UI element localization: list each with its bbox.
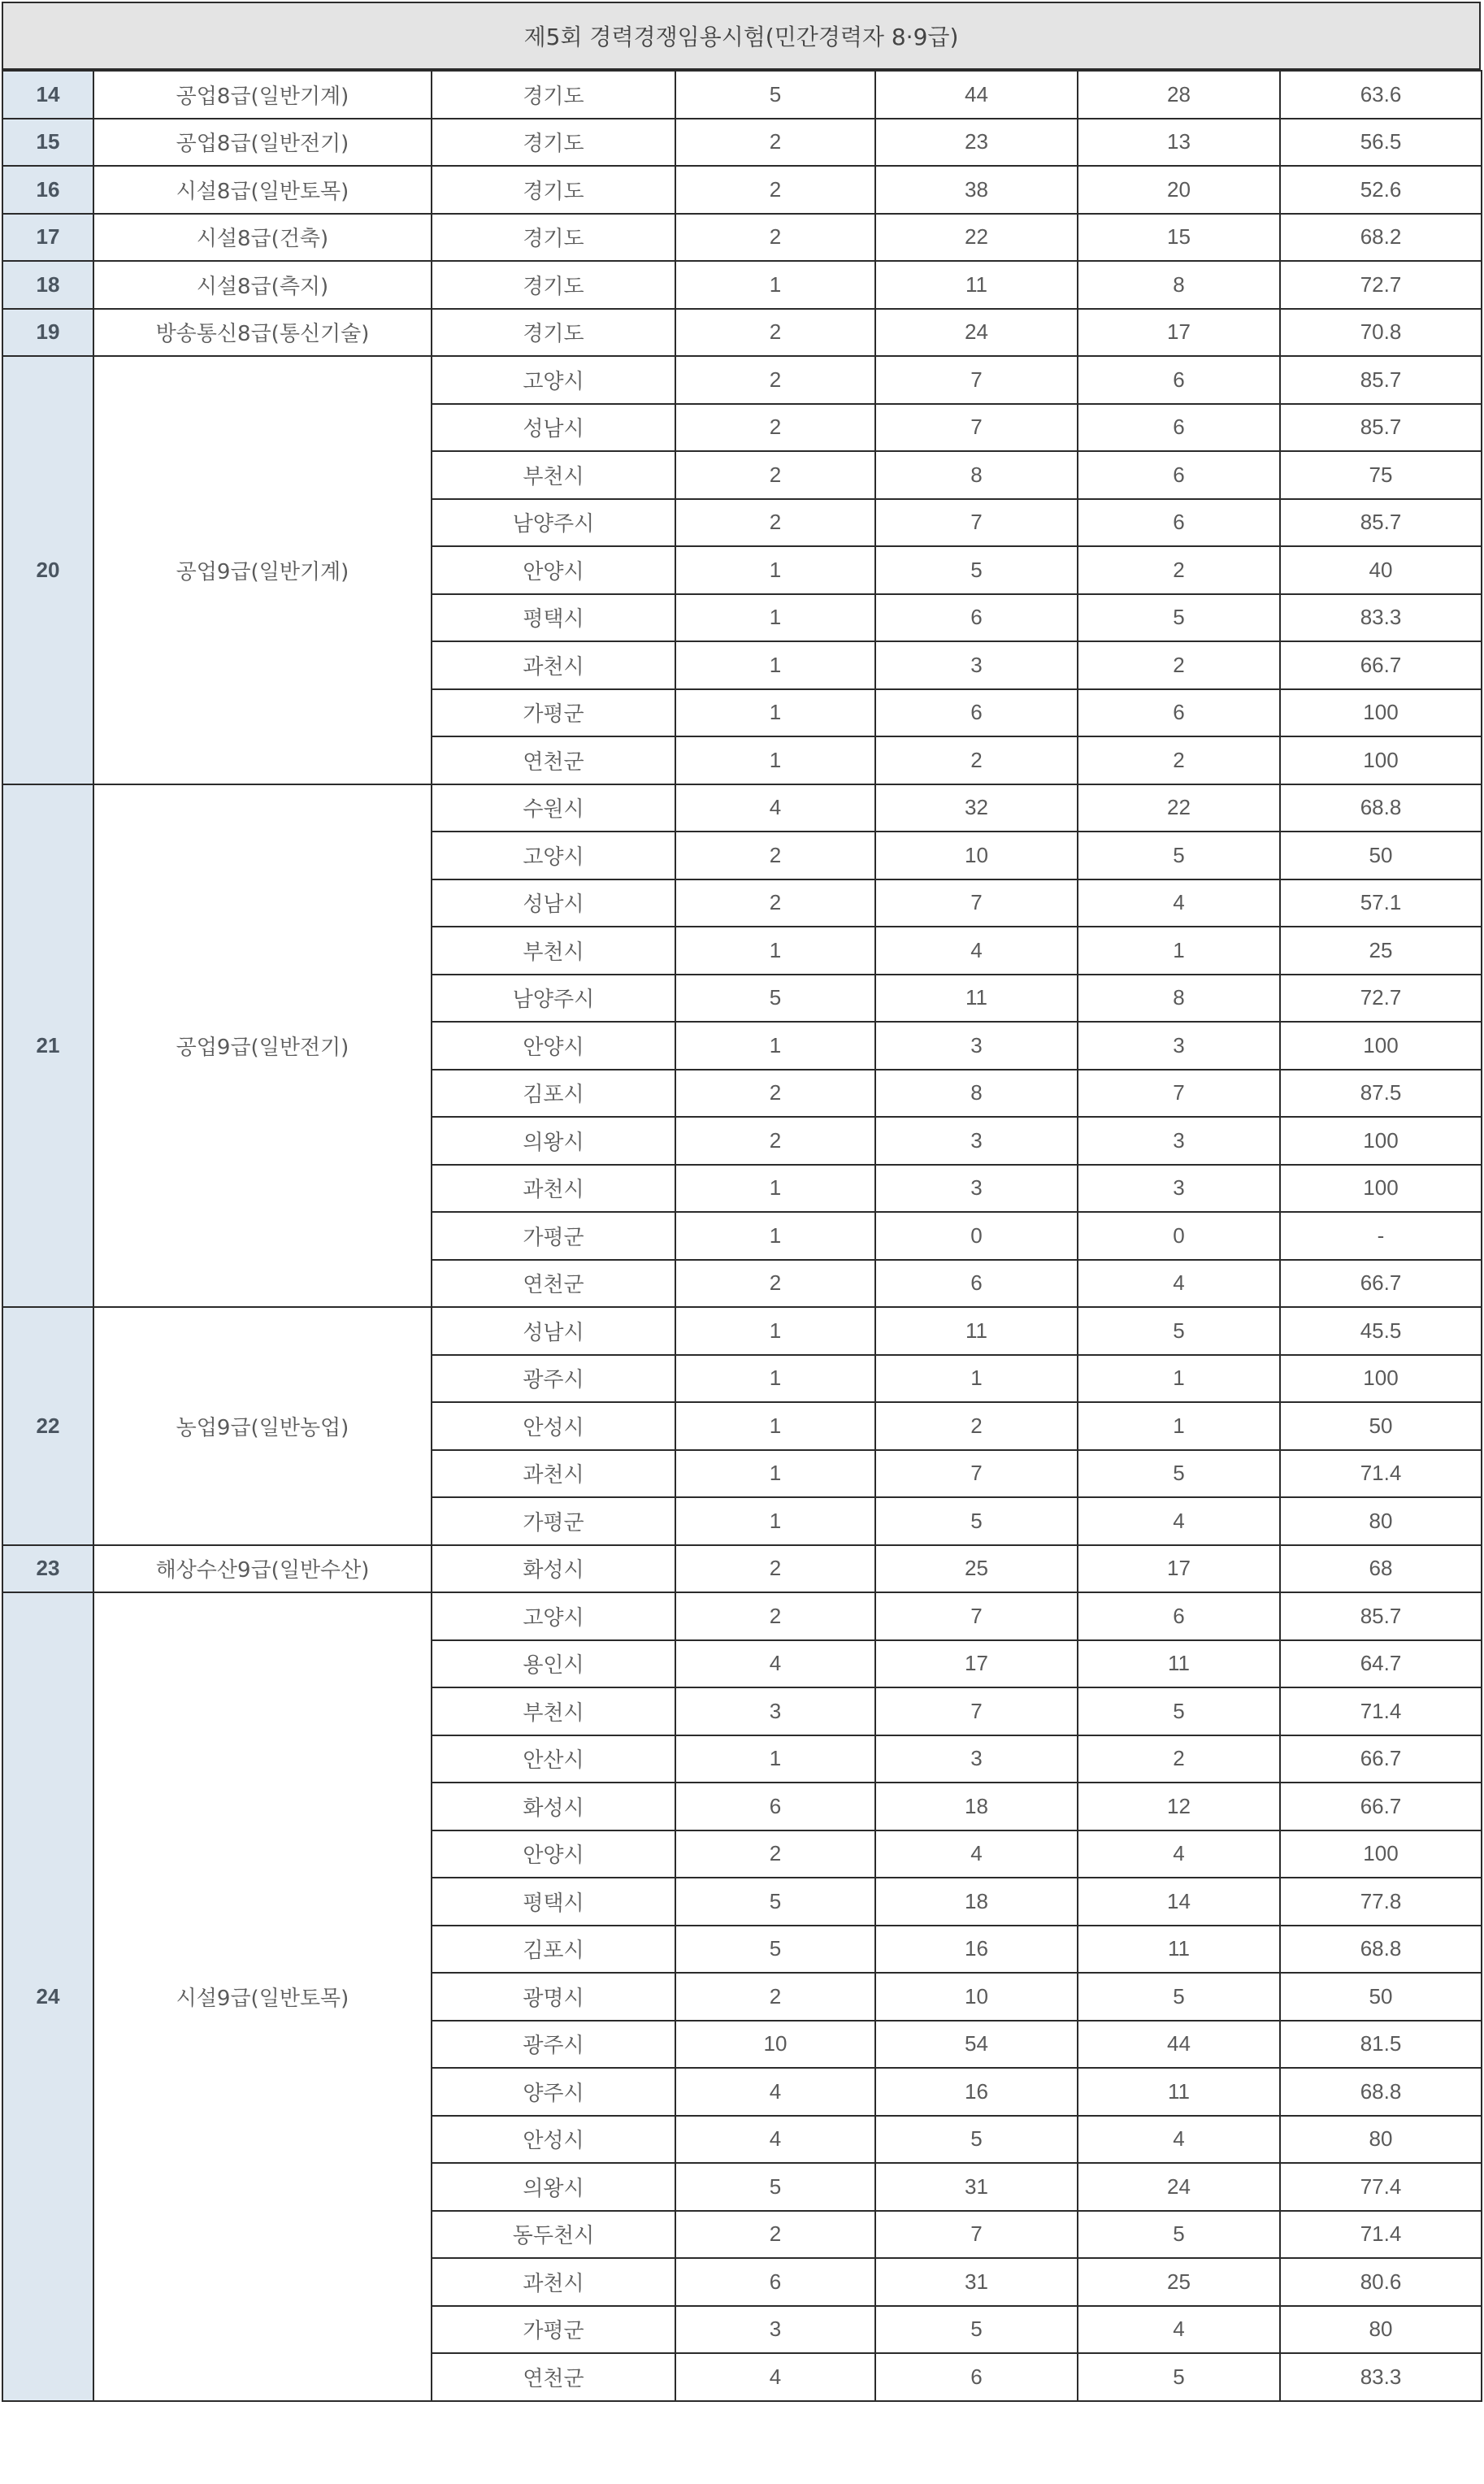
value-cell-c2: 4 xyxy=(875,927,1078,975)
table-row xyxy=(2,309,1482,357)
value-cell-c4: 68.8 xyxy=(1280,1926,1482,1974)
job-category-cell: 해상수산9급(일반수산) xyxy=(93,1545,432,1593)
value-cell-c4: 75 xyxy=(1280,451,1482,499)
value-cell-c3: 1 xyxy=(1078,1402,1280,1450)
value-cell-c3: 4 xyxy=(1078,2116,1280,2164)
value-cell-c2: 3 xyxy=(875,1022,1078,1070)
value-cell-c2: 11 xyxy=(875,261,1078,309)
region-cell: 성남시 xyxy=(432,879,675,927)
table-row xyxy=(2,166,1482,214)
job-category-cell: 시설8급(일반토목) xyxy=(93,166,432,214)
value-cell-c2: 7 xyxy=(875,2211,1078,2259)
region-cell: 양주시 xyxy=(432,2068,675,2116)
value-cell-c2: 4 xyxy=(875,1830,1078,1878)
value-cell-c1: 4 xyxy=(675,2116,875,2164)
value-cell-c4: 66.7 xyxy=(1280,1260,1482,1308)
value-cell-c2: 31 xyxy=(875,2163,1078,2211)
value-cell-c4: 85.7 xyxy=(1280,356,1482,404)
table-row xyxy=(2,1307,1482,1355)
value-cell-c2: 7 xyxy=(875,879,1078,927)
value-cell-c3: 7 xyxy=(1078,1070,1280,1118)
value-cell-c2: 31 xyxy=(875,2258,1078,2306)
value-cell-c3: 44 xyxy=(1078,2021,1280,2069)
value-cell-c4: 100 xyxy=(1280,1830,1482,1878)
value-cell-c2: 3 xyxy=(875,1165,1078,1213)
region-cell: 경기도 xyxy=(432,309,675,357)
value-cell-c2: 5 xyxy=(875,2116,1078,2164)
value-cell-c3: 5 xyxy=(1078,1450,1280,1498)
value-cell-c4: 100 xyxy=(1280,1165,1482,1213)
value-cell-c4: 68.8 xyxy=(1280,2068,1482,2116)
value-cell-c4: 100 xyxy=(1280,689,1482,737)
value-cell-c2: 25 xyxy=(875,1545,1078,1593)
region-cell: 가평군 xyxy=(432,2306,675,2354)
value-cell-c4: 70.8 xyxy=(1280,309,1482,357)
value-cell-c3: 0 xyxy=(1078,1212,1280,1260)
value-cell-c1: 1 xyxy=(675,1165,875,1213)
job-category-cell: 공업9급(일반전기) xyxy=(93,784,432,1308)
region-cell: 경기도 xyxy=(432,166,675,214)
region-cell: 광주시 xyxy=(432,2021,675,2069)
value-cell-c3: 4 xyxy=(1078,1830,1280,1878)
region-cell: 성남시 xyxy=(432,404,675,452)
row-number-cell: 22 xyxy=(2,1307,93,1545)
value-cell-c3: 4 xyxy=(1078,1260,1280,1308)
value-cell-c3: 6 xyxy=(1078,1592,1280,1640)
value-cell-c4: 68.2 xyxy=(1280,214,1482,262)
value-cell-c1: 5 xyxy=(675,71,875,119)
value-cell-c3: 11 xyxy=(1078,2068,1280,2116)
value-cell-c4: 100 xyxy=(1280,736,1482,784)
value-cell-c4: 77.4 xyxy=(1280,2163,1482,2211)
region-cell: 용인시 xyxy=(432,1640,675,1688)
row-number-cell: 18 xyxy=(2,261,93,309)
region-cell: 고양시 xyxy=(432,832,675,879)
value-cell-c3: 5 xyxy=(1078,1973,1280,2021)
region-cell: 부천시 xyxy=(432,451,675,499)
value-cell-c4: 72.7 xyxy=(1280,975,1482,1023)
region-cell: 부천시 xyxy=(432,927,675,975)
value-cell-c2: 16 xyxy=(875,2068,1078,2116)
region-cell: 연천군 xyxy=(432,2353,675,2401)
value-cell-c2: 2 xyxy=(875,1402,1078,1450)
region-cell: 고양시 xyxy=(432,1592,675,1640)
value-cell-c3: 4 xyxy=(1078,2306,1280,2354)
value-cell-c4: 85.7 xyxy=(1280,499,1482,547)
region-cell: 안양시 xyxy=(432,1022,675,1070)
value-cell-c1: 2 xyxy=(675,2211,875,2259)
region-cell: 광명시 xyxy=(432,1973,675,2021)
value-cell-c4: 56.5 xyxy=(1280,119,1482,167)
value-cell-c2: 6 xyxy=(875,2353,1078,2401)
value-cell-c1: 1 xyxy=(675,261,875,309)
value-cell-c1: 1 xyxy=(675,546,875,594)
value-cell-c1: 1 xyxy=(675,1497,875,1545)
value-cell-c2: 7 xyxy=(875,1592,1078,1640)
value-cell-c2: 11 xyxy=(875,975,1078,1023)
job-category-cell: 공업9급(일반기계) xyxy=(93,356,432,784)
value-cell-c4: 63.6 xyxy=(1280,71,1482,119)
value-cell-c2: 5 xyxy=(875,546,1078,594)
value-cell-c2: 23 xyxy=(875,119,1078,167)
value-cell-c3: 5 xyxy=(1078,1307,1280,1355)
region-cell: 안성시 xyxy=(432,2116,675,2164)
region-cell: 과천시 xyxy=(432,641,675,689)
value-cell-c2: 10 xyxy=(875,1973,1078,2021)
value-cell-c3: 2 xyxy=(1078,736,1280,784)
value-cell-c2: 22 xyxy=(875,214,1078,262)
value-cell-c4: 100 xyxy=(1280,1117,1482,1165)
value-cell-c3: 14 xyxy=(1078,1878,1280,1926)
value-cell-c4: 66.7 xyxy=(1280,1783,1482,1830)
value-cell-c3: 6 xyxy=(1078,689,1280,737)
region-cell: 의왕시 xyxy=(432,2163,675,2211)
value-cell-c1: 5 xyxy=(675,975,875,1023)
region-cell: 가평군 xyxy=(432,1212,675,1260)
value-cell-c1: 2 xyxy=(675,1592,875,1640)
value-cell-c1: 4 xyxy=(675,784,875,832)
region-cell: 경기도 xyxy=(432,214,675,262)
value-cell-c4: 45.5 xyxy=(1280,1307,1482,1355)
value-cell-c1: 2 xyxy=(675,404,875,452)
job-category-cell: 공업8급(일반기계) xyxy=(93,71,432,119)
region-cell: 경기도 xyxy=(432,261,675,309)
table-row xyxy=(2,1545,1482,1593)
value-cell-c1: 1 xyxy=(675,1355,875,1403)
value-cell-c4: 85.7 xyxy=(1280,1592,1482,1640)
value-cell-c1: 2 xyxy=(675,214,875,262)
value-cell-c1: 1 xyxy=(675,689,875,737)
region-cell: 연천군 xyxy=(432,736,675,784)
job-category-cell: 시설8급(측지) xyxy=(93,261,432,309)
region-cell: 경기도 xyxy=(432,71,675,119)
value-cell-c2: 7 xyxy=(875,404,1078,452)
value-cell-c4: 71.4 xyxy=(1280,1687,1482,1735)
value-cell-c2: 16 xyxy=(875,1926,1078,1974)
value-cell-c3: 6 xyxy=(1078,499,1280,547)
value-cell-c3: 22 xyxy=(1078,784,1280,832)
value-cell-c1: 2 xyxy=(675,166,875,214)
row-number-cell: 16 xyxy=(2,166,93,214)
region-cell: 성남시 xyxy=(432,1307,675,1355)
value-cell-c2: 54 xyxy=(875,2021,1078,2069)
value-cell-c3: 6 xyxy=(1078,356,1280,404)
row-number-cell: 19 xyxy=(2,309,93,357)
value-cell-c1: 2 xyxy=(675,1260,875,1308)
table-title: 제5회 경력경쟁임용시험(민간경력자 8·9급) xyxy=(2,2,1481,70)
value-cell-c2: 0 xyxy=(875,1212,1078,1260)
row-number-cell: 15 xyxy=(2,119,93,167)
region-cell: 부천시 xyxy=(432,1687,675,1735)
value-cell-c2: 8 xyxy=(875,1070,1078,1118)
job-category-cell: 공업8급(일반전기) xyxy=(93,119,432,167)
value-cell-c3: 17 xyxy=(1078,309,1280,357)
value-cell-c4: 40 xyxy=(1280,546,1482,594)
value-cell-c4: 85.7 xyxy=(1280,404,1482,452)
value-cell-c4: 83.3 xyxy=(1280,2353,1482,2401)
value-cell-c1: 5 xyxy=(675,1926,875,1974)
value-cell-c3: 13 xyxy=(1078,119,1280,167)
value-cell-c2: 7 xyxy=(875,1687,1078,1735)
value-cell-c1: 4 xyxy=(675,1640,875,1688)
region-cell: 김포시 xyxy=(432,1070,675,1118)
value-cell-c1: 1 xyxy=(675,1735,875,1783)
row-number-cell: 14 xyxy=(2,71,93,119)
job-category-cell: 방송통신8급(통신기술) xyxy=(93,309,432,357)
value-cell-c2: 38 xyxy=(875,166,1078,214)
value-cell-c4: 80 xyxy=(1280,1497,1482,1545)
value-cell-c3: 5 xyxy=(1078,2353,1280,2401)
value-cell-c1: 2 xyxy=(675,119,875,167)
value-cell-c1: 2 xyxy=(675,1973,875,2021)
table-row xyxy=(2,1592,1482,1640)
value-cell-c4: 83.3 xyxy=(1280,594,1482,642)
value-cell-c3: 12 xyxy=(1078,1783,1280,1830)
value-cell-c1: 2 xyxy=(675,832,875,879)
value-cell-c4: - xyxy=(1280,1212,1482,1260)
region-cell: 과천시 xyxy=(432,2258,675,2306)
row-number-cell: 21 xyxy=(2,784,93,1308)
value-cell-c3: 8 xyxy=(1078,261,1280,309)
table-row xyxy=(2,356,1482,404)
value-cell-c2: 2 xyxy=(875,736,1078,784)
value-cell-c3: 2 xyxy=(1078,546,1280,594)
value-cell-c1: 1 xyxy=(675,1402,875,1450)
table-row xyxy=(2,784,1482,832)
value-cell-c2: 5 xyxy=(875,1497,1078,1545)
value-cell-c1: 6 xyxy=(675,2258,875,2306)
value-cell-c4: 68.8 xyxy=(1280,784,1482,832)
value-cell-c2: 7 xyxy=(875,1450,1078,1498)
value-cell-c4: 77.8 xyxy=(1280,1878,1482,1926)
region-cell: 화성시 xyxy=(432,1783,675,1830)
value-cell-c3: 3 xyxy=(1078,1165,1280,1213)
value-cell-c3: 20 xyxy=(1078,166,1280,214)
value-cell-c2: 6 xyxy=(875,689,1078,737)
region-cell: 평택시 xyxy=(432,594,675,642)
value-cell-c1: 2 xyxy=(675,1117,875,1165)
region-cell: 연천군 xyxy=(432,1260,675,1308)
value-cell-c2: 3 xyxy=(875,641,1078,689)
value-cell-c3: 3 xyxy=(1078,1117,1280,1165)
value-cell-c4: 80 xyxy=(1280,2306,1482,2354)
job-category-cell: 시설9급(일반토목) xyxy=(93,1592,432,2401)
region-cell: 안성시 xyxy=(432,1402,675,1450)
value-cell-c1: 5 xyxy=(675,2163,875,2211)
value-cell-c2: 7 xyxy=(875,499,1078,547)
region-cell: 가평군 xyxy=(432,1497,675,1545)
region-cell: 수원시 xyxy=(432,784,675,832)
region-cell: 과천시 xyxy=(432,1450,675,1498)
value-cell-c4: 80 xyxy=(1280,2116,1482,2164)
region-cell: 안양시 xyxy=(432,546,675,594)
region-cell: 김포시 xyxy=(432,1926,675,1974)
value-cell-c4: 71.4 xyxy=(1280,2211,1482,2259)
value-cell-c2: 18 xyxy=(875,1878,1078,1926)
value-cell-c1: 2 xyxy=(675,1545,875,1593)
value-cell-c1: 1 xyxy=(675,641,875,689)
value-cell-c3: 6 xyxy=(1078,451,1280,499)
value-cell-c4: 100 xyxy=(1280,1022,1482,1070)
value-cell-c3: 8 xyxy=(1078,975,1280,1023)
value-cell-c3: 4 xyxy=(1078,1497,1280,1545)
value-cell-c2: 1 xyxy=(875,1355,1078,1403)
value-cell-c4: 81.5 xyxy=(1280,2021,1482,2069)
value-cell-c4: 66.7 xyxy=(1280,641,1482,689)
value-cell-c2: 17 xyxy=(875,1640,1078,1688)
value-cell-c3: 24 xyxy=(1078,2163,1280,2211)
value-cell-c2: 32 xyxy=(875,784,1078,832)
region-cell: 안산시 xyxy=(432,1735,675,1783)
row-number-cell: 20 xyxy=(2,356,93,784)
value-cell-c2: 6 xyxy=(875,594,1078,642)
region-cell: 경기도 xyxy=(432,119,675,167)
value-cell-c4: 87.5 xyxy=(1280,1070,1482,1118)
value-cell-c2: 7 xyxy=(875,356,1078,404)
value-cell-c2: 11 xyxy=(875,1307,1078,1355)
value-cell-c3: 15 xyxy=(1078,214,1280,262)
value-cell-c1: 2 xyxy=(675,1830,875,1878)
value-cell-c3: 11 xyxy=(1078,1640,1280,1688)
value-cell-c3: 5 xyxy=(1078,1687,1280,1735)
value-cell-c3: 5 xyxy=(1078,2211,1280,2259)
region-cell: 평택시 xyxy=(432,1878,675,1926)
table-body xyxy=(2,71,1482,2401)
value-cell-c4: 57.1 xyxy=(1280,879,1482,927)
table-row xyxy=(2,261,1482,309)
value-cell-c2: 8 xyxy=(875,451,1078,499)
value-cell-c2: 5 xyxy=(875,2306,1078,2354)
region-cell: 남양주시 xyxy=(432,499,675,547)
row-number-cell: 24 xyxy=(2,1592,93,2401)
value-cell-c1: 6 xyxy=(675,1783,875,1830)
value-cell-c3: 5 xyxy=(1078,832,1280,879)
value-cell-c2: 3 xyxy=(875,1735,1078,1783)
value-cell-c1: 1 xyxy=(675,1212,875,1260)
region-cell: 남양주시 xyxy=(432,975,675,1023)
region-cell: 동두천시 xyxy=(432,2211,675,2259)
value-cell-c3: 11 xyxy=(1078,1926,1280,1974)
value-cell-c4: 64.7 xyxy=(1280,1640,1482,1688)
value-cell-c1: 4 xyxy=(675,2353,875,2401)
row-number-cell: 17 xyxy=(2,214,93,262)
value-cell-c3: 25 xyxy=(1078,2258,1280,2306)
value-cell-c2: 6 xyxy=(875,1260,1078,1308)
value-cell-c3: 17 xyxy=(1078,1545,1280,1593)
value-cell-c1: 1 xyxy=(675,736,875,784)
value-cell-c4: 72.7 xyxy=(1280,261,1482,309)
row-number-cell: 23 xyxy=(2,1545,93,1593)
region-cell: 가평군 xyxy=(432,689,675,737)
value-cell-c3: 6 xyxy=(1078,404,1280,452)
region-cell: 의왕시 xyxy=(432,1117,675,1165)
value-cell-c1: 2 xyxy=(675,1070,875,1118)
value-cell-c2: 18 xyxy=(875,1783,1078,1830)
results-table xyxy=(2,70,1482,2402)
value-cell-c1: 1 xyxy=(675,927,875,975)
value-cell-c2: 24 xyxy=(875,309,1078,357)
value-cell-c3: 2 xyxy=(1078,1735,1280,1783)
value-cell-c4: 71.4 xyxy=(1280,1450,1482,1498)
value-cell-c4: 52.6 xyxy=(1280,166,1482,214)
value-cell-c1: 1 xyxy=(675,1307,875,1355)
value-cell-c4: 50 xyxy=(1280,1402,1482,1450)
value-cell-c3: 1 xyxy=(1078,1355,1280,1403)
value-cell-c1: 3 xyxy=(675,2306,875,2354)
table-row xyxy=(2,214,1482,262)
region-cell: 화성시 xyxy=(432,1545,675,1593)
table-row xyxy=(2,119,1482,167)
value-cell-c3: 28 xyxy=(1078,71,1280,119)
value-cell-c1: 1 xyxy=(675,1450,875,1498)
value-cell-c1: 10 xyxy=(675,2021,875,2069)
value-cell-c2: 44 xyxy=(875,71,1078,119)
value-cell-c1: 4 xyxy=(675,2068,875,2116)
region-cell: 고양시 xyxy=(432,356,675,404)
job-category-cell: 시설8급(건축) xyxy=(93,214,432,262)
value-cell-c1: 1 xyxy=(675,1022,875,1070)
job-category-cell: 농업9급(일반농업) xyxy=(93,1307,432,1545)
value-cell-c4: 25 xyxy=(1280,927,1482,975)
table-row xyxy=(2,71,1482,119)
region-cell: 과천시 xyxy=(432,1165,675,1213)
value-cell-c1: 2 xyxy=(675,451,875,499)
value-cell-c1: 5 xyxy=(675,1878,875,1926)
value-cell-c1: 1 xyxy=(675,594,875,642)
value-cell-c2: 10 xyxy=(875,832,1078,879)
value-cell-c1: 2 xyxy=(675,356,875,404)
region-cell: 광주시 xyxy=(432,1355,675,1403)
value-cell-c1: 3 xyxy=(675,1687,875,1735)
value-cell-c3: 5 xyxy=(1078,594,1280,642)
value-cell-c2: 3 xyxy=(875,1117,1078,1165)
value-cell-c3: 3 xyxy=(1078,1022,1280,1070)
value-cell-c4: 100 xyxy=(1280,1355,1482,1403)
value-cell-c1: 2 xyxy=(675,879,875,927)
value-cell-c1: 2 xyxy=(675,309,875,357)
value-cell-c3: 1 xyxy=(1078,927,1280,975)
value-cell-c4: 80.6 xyxy=(1280,2258,1482,2306)
value-cell-c4: 68 xyxy=(1280,1545,1482,1593)
value-cell-c4: 50 xyxy=(1280,1973,1482,2021)
region-cell: 안양시 xyxy=(432,1830,675,1878)
value-cell-c1: 2 xyxy=(675,499,875,547)
value-cell-c4: 66.7 xyxy=(1280,1735,1482,1783)
value-cell-c3: 2 xyxy=(1078,641,1280,689)
value-cell-c4: 50 xyxy=(1280,832,1482,879)
value-cell-c3: 4 xyxy=(1078,879,1280,927)
